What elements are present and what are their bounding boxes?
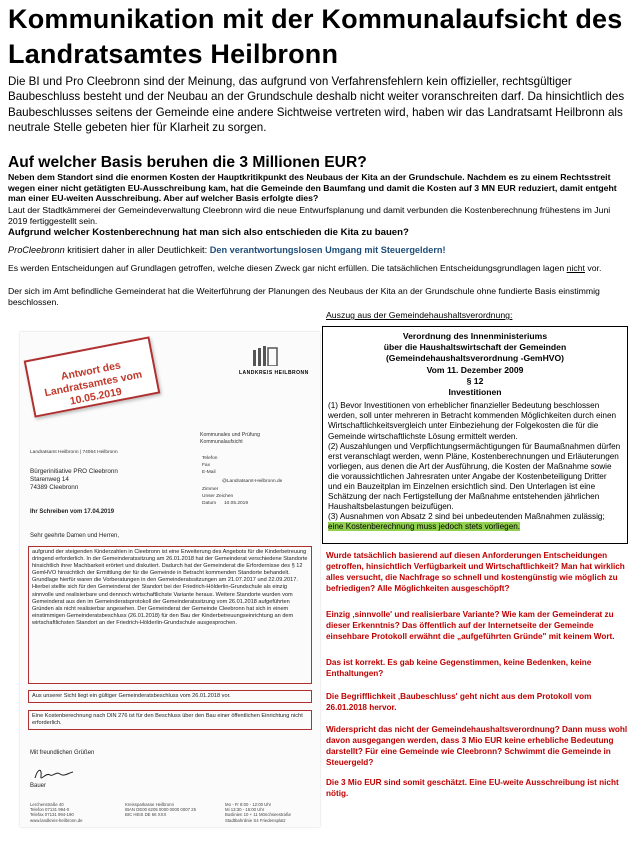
meta-datum: Datum (202, 501, 217, 506)
critic-paragraph (8, 245, 630, 256)
meta-email: E-Mail (202, 470, 216, 475)
logo-text: LANDKREIS HEILBRONN (239, 370, 309, 376)
comment-3: Das ist korrekt. Es gab keine Gegenstimmen, keine Bedenken, keine Enthaltungen? (326, 658, 592, 678)
regulation-header (328, 331, 622, 398)
letter-body-box-2: Aus unserer Sicht liegt ein gültiger Gemeinderatsbeschluss vom 26.01.2018 vor. (28, 690, 312, 703)
response-stamp: Antwort des Landratsamtes vom 10.05.2019 (24, 336, 161, 417)
landkreis-logo-icon (252, 346, 278, 366)
letter-footer-col-1 (30, 802, 83, 823)
regulation-title: Verordnung des Innenministeriums (402, 331, 548, 341)
page-title: Kommunikation mit der Kommunalaufsicht des Landratsamtes Heilbronn (8, 4, 623, 69)
critic-highlight: Den verantwortungslosen Umgang mit Steuergeldern! (209, 245, 446, 255)
regulation-para-2: (2) Auszahlungen und Verpflichtungsermächtigungen für Baumaßnahmen dürfen erst veranschlagt werden, wenn Pläne, Kostenberechnungen und Erläuterungen vorliegen, aus denen die Art der Ausführung, die Kosten der Maßnahme sowie die voraussichtlichen Jahresraten unter Angabe der Kostenbeteiligung Dritter und ein Bauzeitplan im Einzelnen ersichtlich sind. Den Unterlagen ist eine Schätzung der nach Fertigstellung der Maßnahme entstehenden jährlichen Haushaltsbelastungen beizufügen. (328, 441, 621, 512)
regulation-date: Vom 11. Dezember 2009 (426, 364, 524, 375)
meta-zeichen: Unser Zeichen (202, 494, 234, 499)
intro-paragraph: Die BI und Pro Cleebronn sind der Meinung, das aufgrund von Verfahrensfehlern kein offizieller, rechtsgültiger Baubeschluss besteht und der Neubau an der Grundschule deshalb nicht weiter voranschreiten darf. Da hinsichtlich des Baubeschlusses seitens der Gemeinde eine andere Sichtweise vertreten wird, haben wir das Landratsamt Heilbronn als neutrale Stelle gebeten hier für Klarheit zu sorgen. (8, 75, 625, 134)
regulation-paragraph-number: § 12 (466, 375, 484, 386)
comment-2: Einzig ‚sinnvolle' und realisierbare Variante? Wie kam der Gemeinderat zu dieser Erkenntnis? Das öffentlich auf der Internetseite der Gemeinde einsehbare Protokoll erwähnt die „aufgeführten Gründe" mit keinem Wort. (326, 610, 615, 641)
meta-datum-value: 10.05.2019 (224, 501, 249, 506)
comment-6: Die 3 Mio EUR sind somit geschätzt. Eine EU-weite Ausschreibung ist nicht nötig. (326, 778, 619, 798)
regulation-para-3-text: (3) Ausnahmen von Absatz 2 sind bei unbedeutenden Maßnahmen zulässig; (328, 512, 605, 522)
letter-footer-col-3 (225, 802, 291, 823)
footer-line: Lerchenstraße 40 (30, 802, 64, 807)
recipient-line-3: 74389 Cleebronn (30, 484, 79, 491)
meta-fax: Fax (202, 463, 210, 468)
letter-body-box-3: Eine Kostenberechnung nach DIN 276 ist für den Beschluss über den Bau einer öffentlichen Einrichtung nicht erforderlich. (28, 710, 312, 730)
regulation-para-3 (328, 512, 622, 532)
regulation-box (322, 326, 628, 544)
footer-line: Telefax 07131 994-190 (30, 812, 74, 818)
footer-line: Telefon 07131 994-0 (30, 807, 70, 813)
question-heading: Aufgrund welcher Kostenberechnung hat man sich also entschieden die Kita zu bauen? (8, 227, 409, 238)
letter-footer-col-2 (125, 802, 196, 818)
dept-line-2: Kommunalaufsicht (200, 439, 243, 445)
recipient-line-2: Starenweg 14 (30, 476, 69, 483)
recipient-line-1: Bürgerinitiative PRO Cleebronn (30, 468, 118, 475)
footer-line: Mo - Fr 8:00 - 12:00 Uhr (225, 802, 272, 807)
regulation-para-1: (1) Bevor Investitionen von erheblicher finanzieller Bedeutung beschlossen werden, soll unter mehreren in Betracht kommenden Möglichkeiten durch einen Wirtschaftlichkeitsvergleich unter Einbeziehung der Folgekosten die für die Gemeinde wirtschaftlichste Lösung ermittelt werden. (328, 401, 617, 441)
council-paragraph: Der sich im Amt befindliche Gemeinderat hat die Weiterführung der Planungen des Neubaus der Kita an der Grundschule ohne fundierte Basis einstimmig beschlossen. (8, 286, 600, 307)
meta-telefon: Telefon (202, 456, 218, 461)
comment-5: Widerspricht das nicht der Gemeindehaushaltsverordnung? Dann muss wohl davon ausgegangen werden, dass 3 Mio EUR keine erhebliche Bedeutung darstellt? Für eine Gemeinde wie Cleebronn? Schwimmt die Gemeinde in Steuergeld? (326, 725, 628, 767)
comment-1: Wurde tatsächlich basierend auf diesen Anforderungen Entscheidungen getroffen, hinsichtlich Verfügbarkeit und Wirtschaftlichkeit? Man hat wirklich alles versucht, die Nachfrage so schnell und kostengünstig wie möglich zu befriedigen? Alle Möglichkeiten ausgeschöpft? (326, 551, 625, 593)
paragraph-kaemmerei: Laut der Stadtkämmerei der Gemeindeverwaltung Cleebronn wird die neue Entwurfsplanung und damit verbunden die Kostenberechnung frühestens im Juni 2019 fertiggestellt sein. (8, 205, 611, 226)
footer-line: Stadtbahnlinie S4 Friedensplatz (225, 817, 286, 823)
footer-line: BIC HEIS DE 66 XXX (125, 812, 167, 818)
footer-line: Kreissparkasse Heilbronn (125, 802, 174, 807)
section-heading: Auf welcher Basis beruhen die 3 Millionen EUR? (8, 154, 367, 171)
footer-line: Buslinien 10 + 11 Mönchseestraße (225, 812, 291, 818)
letter-closing: Mit freundlichen Grüßen (30, 750, 95, 756)
regulation-highlight: eine Kostenberechnung muss jedoch stets vorliegen. (328, 522, 521, 532)
regulation-abbrev: (Gemeindehaushaltsverordnung -GemHVO) (385, 353, 565, 364)
footer-line: www.landkreis-heilbronn.de (30, 817, 83, 823)
decisions-paragraph (8, 263, 630, 274)
recipient-address (30, 468, 118, 492)
footer-line: Mi 13:30 - 16:00 Uhr (225, 807, 265, 813)
paragraph-basis: Neben dem Standort sind die enormen Kosten der Hauptkritikpunkt des Neubaus der Kita an der Grundschule. Nachdem es zu einem Rechtsstreit wegen einer nicht getätigten EU-Ausschreibung kam, hat die Gemeinde den Baumfang und damit die Kosten auf 3 MN EUR reduziert, damit entgeht man einer EU-weiten Ausschreibung. Aber auf welcher Basis erfolgte dies? (8, 172, 617, 204)
letter-greeting: Sehr geehrte Damen und Herren, (30, 533, 120, 539)
critic-text: kritisiert daher in aller Deutlichkeit: (64, 245, 210, 255)
letter-scan (20, 332, 320, 827)
excerpt-label: Auszug aus der Gemeindehaushaltsverordnung: (326, 310, 513, 320)
decisions-nicht: nicht (566, 263, 585, 273)
comment-4: Die Begrifflichkeit ‚Baubeschluss' geht nicht aus dem Protokoll vom 26.01.2018 hervor. (326, 692, 592, 712)
dept-line-1: Kommunales und Prüfung (200, 432, 260, 438)
letter-body-box-1: aufgrund der steigenden Kinderzahlen in Cleebronn ist eine Erweiterung des Angebots für die Kinderbetreuung dringend erforderlich. In der Gemeinderatssitzung am 26.01.2018 hat der Gemeinderat verschiedene Standorte hinsichtlich ihrer Machbarkeit erörtert und diskutiert. Dadurch hat der Gemeinderat die Erfordernisse des § 12 GemHVO hinsichtlich der Ermittlung der für die Gemeinde in Betracht kommenden Standorte behandelt. Grundlage hierfür waren die Vorberatungen in den Gemeinderatssitzungen am 21.07.2017 und 22.09.2017. Hierbei stellte sich für den Gemeinderat der Standort bei der Friedrich-Hölderlin-Grundschule als einzig sinnvolle und realisierbare und dennoch wirtschaftlichste Variante heraus. Weitere Standorte wurden vom Gemeinderat aus den im Gemeinderatsprotokoll der Gemeinderatssitzung vom 26.01.2018 aufgeführten Gründen als nicht realisierbar angesehen. Der Gemeinderat der Gemeinde Cleebronn hat sich in einem einstimmigen Gemeinderatsbeschluss (26.01.2018) für den Bau der Kinderbetreuungseinrichtung an dem wirtschaftlichsten Standort an der Friedrich-Hölderlin-Grundschule ausgesprochen. (28, 546, 312, 684)
letter-signer: Bauer (30, 783, 47, 789)
meta-zimmer: Zimmer (202, 487, 219, 492)
decisions-text-1: Es werden Entscheidungen auf Grundlagen getroffen, welche diesen Zweck gar nicht erfüllen. Die tatsächlichen Entscheidungsgrundlagen lagen (8, 263, 567, 273)
sender-line: Landratsamt Heilbronn | 74064 Heilbronn (30, 450, 118, 455)
footer-line: IBAN DE00 6205 0000 0000 0007 25 (125, 807, 196, 813)
regulation-subtitle: über die Haushaltswirtschaft der Gemeinden (383, 342, 567, 353)
meta-email-value: @Landratsamt-Heilbronn.de (222, 479, 283, 484)
decisions-text-2: vor. (584, 263, 602, 273)
letter-reference: Ihr Schreiben vom 17.04.2019 (30, 509, 115, 515)
critic-org: ProCleebronn (8, 245, 65, 255)
regulation-paragraph-title: Investitionen (448, 387, 502, 398)
